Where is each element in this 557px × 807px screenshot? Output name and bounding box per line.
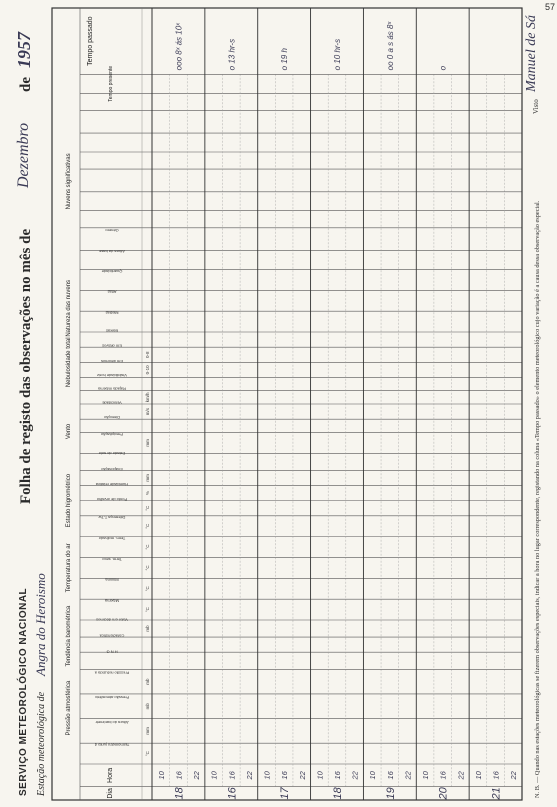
signature: Manuel de Sá: [524, 15, 539, 92]
hour-value: 10: [473, 771, 483, 780]
group-heading-tendencia: Tendência barométrica: [66, 605, 72, 667]
unit-label: °C: [145, 544, 150, 550]
hour-value: 22: [509, 771, 519, 780]
sub-heading: Termómetro junto d: [94, 742, 130, 748]
sub-heading: Estado do solo: [98, 450, 126, 456]
hour-value: 10: [209, 771, 219, 780]
remark-entry: o 10 hr-s: [333, 38, 342, 71]
sub-heading: Género: [105, 228, 119, 234]
remark-entry: oo 0 a s ás 8ˣ: [385, 21, 395, 71]
day-number: 21: [490, 787, 503, 800]
hour-value: 22: [192, 771, 202, 780]
hour-value: 16: [227, 771, 237, 780]
hour-value: 16: [280, 771, 290, 780]
unit-label: °C: [145, 523, 150, 529]
sub-heading: Pressão reduzida a: [94, 670, 130, 676]
remark-entry: o 13 hr-s: [227, 38, 237, 71]
group-heading-estado-higro: Estado higrométrico: [66, 473, 72, 528]
unit-label: km/h: [145, 392, 150, 403]
month-value: Dezembro: [15, 122, 32, 188]
remark-entry: ooo 8ˣ ás 10ˣ: [174, 23, 184, 71]
sub-heading: Altas: [107, 289, 117, 295]
sub-heading: Característica: [99, 633, 125, 639]
group-heading-nuvens-signif: Nuvens significativas: [66, 153, 72, 210]
sub-heading: Mínima: [105, 577, 119, 583]
day-number: 20: [437, 787, 450, 800]
unit-label: °C: [145, 565, 150, 571]
unit-label: °C: [145, 505, 150, 511]
sub-heading: Velocidade: [102, 400, 122, 406]
col-heading-dia: Dia: [107, 788, 114, 799]
sub-heading: Baixas: [105, 328, 119, 334]
sub-heading: Valor em décimos: [96, 617, 128, 623]
sub-heading: Médias: [105, 310, 119, 316]
form-title: Folha de registo das observações no mês de: [18, 228, 34, 504]
sub-heading: Altura da base: [99, 249, 125, 254]
hour-value: 22: [456, 771, 466, 780]
sub-heading: Pressão atmosféric: [94, 695, 130, 701]
group-heading-vento: Vento: [66, 423, 72, 440]
hour-value: 22: [403, 771, 413, 780]
group-heading-natureza-nuvens: Natureza das nuvens: [66, 279, 72, 337]
unit-label: mm: [145, 474, 150, 482]
group-heading-nebulosidade: Nebulosidade total: [66, 337, 72, 388]
sub-heading: Term. seco: [102, 556, 122, 562]
unit-label: 0-8: [145, 351, 150, 358]
form-grid: [12, 4, 552, 804]
station-label: Estação meteorológica de: [36, 691, 47, 796]
hour-value: 16: [438, 771, 448, 780]
day-number: 18: [332, 787, 344, 800]
remark-entry: o: [438, 65, 448, 71]
hour-value: 10: [421, 771, 431, 780]
year: 1957: [14, 32, 34, 68]
service-name: SERVIÇO METEOROLÓGICO NACIONAL: [18, 587, 29, 796]
day-number: 16: [226, 787, 239, 800]
sub-heading: Precipitação: [100, 431, 124, 437]
sub-heading: Altura do barómetr: [95, 719, 129, 725]
hour-value: 16: [385, 771, 395, 780]
unit-label: %: [145, 491, 150, 496]
col-heading-hora: Hora: [107, 767, 114, 783]
unit-label: mb: [145, 678, 150, 685]
sub-heading: Ponto de orvalho: [96, 497, 128, 503]
unit-label: mb: [145, 703, 150, 710]
unit-label: °C: [145, 586, 150, 592]
unit-label: mb: [145, 625, 150, 632]
col-heading-tempo-passado: Tempo passado: [87, 16, 94, 66]
hour-value: 10: [262, 771, 272, 780]
group-heading-pressao: Pressão atmosférica: [66, 680, 72, 736]
sub-heading: Máxima: [104, 598, 120, 604]
unit-label: °C: [145, 751, 150, 757]
sub-heading: Quantidade: [101, 268, 123, 274]
sub-heading: Visibilidade horiz: [97, 373, 127, 379]
hour-value: 16: [333, 771, 342, 780]
col-heading-tempo-presente: Tempo presente: [108, 65, 114, 102]
hour-value: 22: [244, 771, 254, 780]
hour-value: 10: [368, 771, 378, 780]
sub-heading: Humidade relativa: [95, 482, 129, 488]
footnote: N. B. — Quando nas estações meteorológicas se fizerem observações especiais, indicar a hora no lugar correspondente, registando na coluna «Tempo passado» o elemento meteorológico cujo variação é a causa dessa observação especial.: [534, 200, 541, 798]
day-number: 19: [384, 787, 397, 800]
day-number: 17: [279, 787, 292, 800]
sub-heading: Rajada máxima: [98, 386, 126, 392]
unit-label: 0-10: [145, 365, 150, 375]
title-de: de: [18, 77, 34, 92]
signature-label: Visto: [532, 99, 540, 114]
unit-label: mm: [145, 439, 150, 447]
sub-heading: Evaporação: [101, 466, 123, 472]
group-heading-temperatura: Temperatura do ar: [66, 543, 72, 593]
page-corner-number: 57: [544, 2, 555, 12]
sub-heading: H N G: [106, 649, 118, 655]
unit-label: mm: [145, 727, 150, 735]
unit-label: °C: [145, 607, 150, 613]
sub-heading: Diferença T-Tw: [98, 515, 126, 521]
sub-heading: Em décimos: [100, 358, 124, 364]
sub-heading: Term. molhado: [98, 536, 126, 542]
sub-heading: Em oitavos: [102, 343, 122, 349]
sub-heading: Direcção: [104, 414, 120, 420]
station-value: Angra do Heroismo: [33, 573, 48, 676]
remark-entry: o 19 h: [280, 48, 290, 71]
hour-value: 22: [350, 771, 360, 780]
hour-value: 16: [174, 771, 184, 780]
hour-value: 16: [491, 771, 501, 780]
unit-label: m/s: [145, 407, 150, 416]
day-number: 18: [173, 787, 186, 800]
hour-value: 10: [156, 771, 166, 780]
hour-value: 22: [297, 771, 307, 780]
observation-form: [12, 4, 552, 804]
hour-value: 10: [315, 771, 325, 780]
